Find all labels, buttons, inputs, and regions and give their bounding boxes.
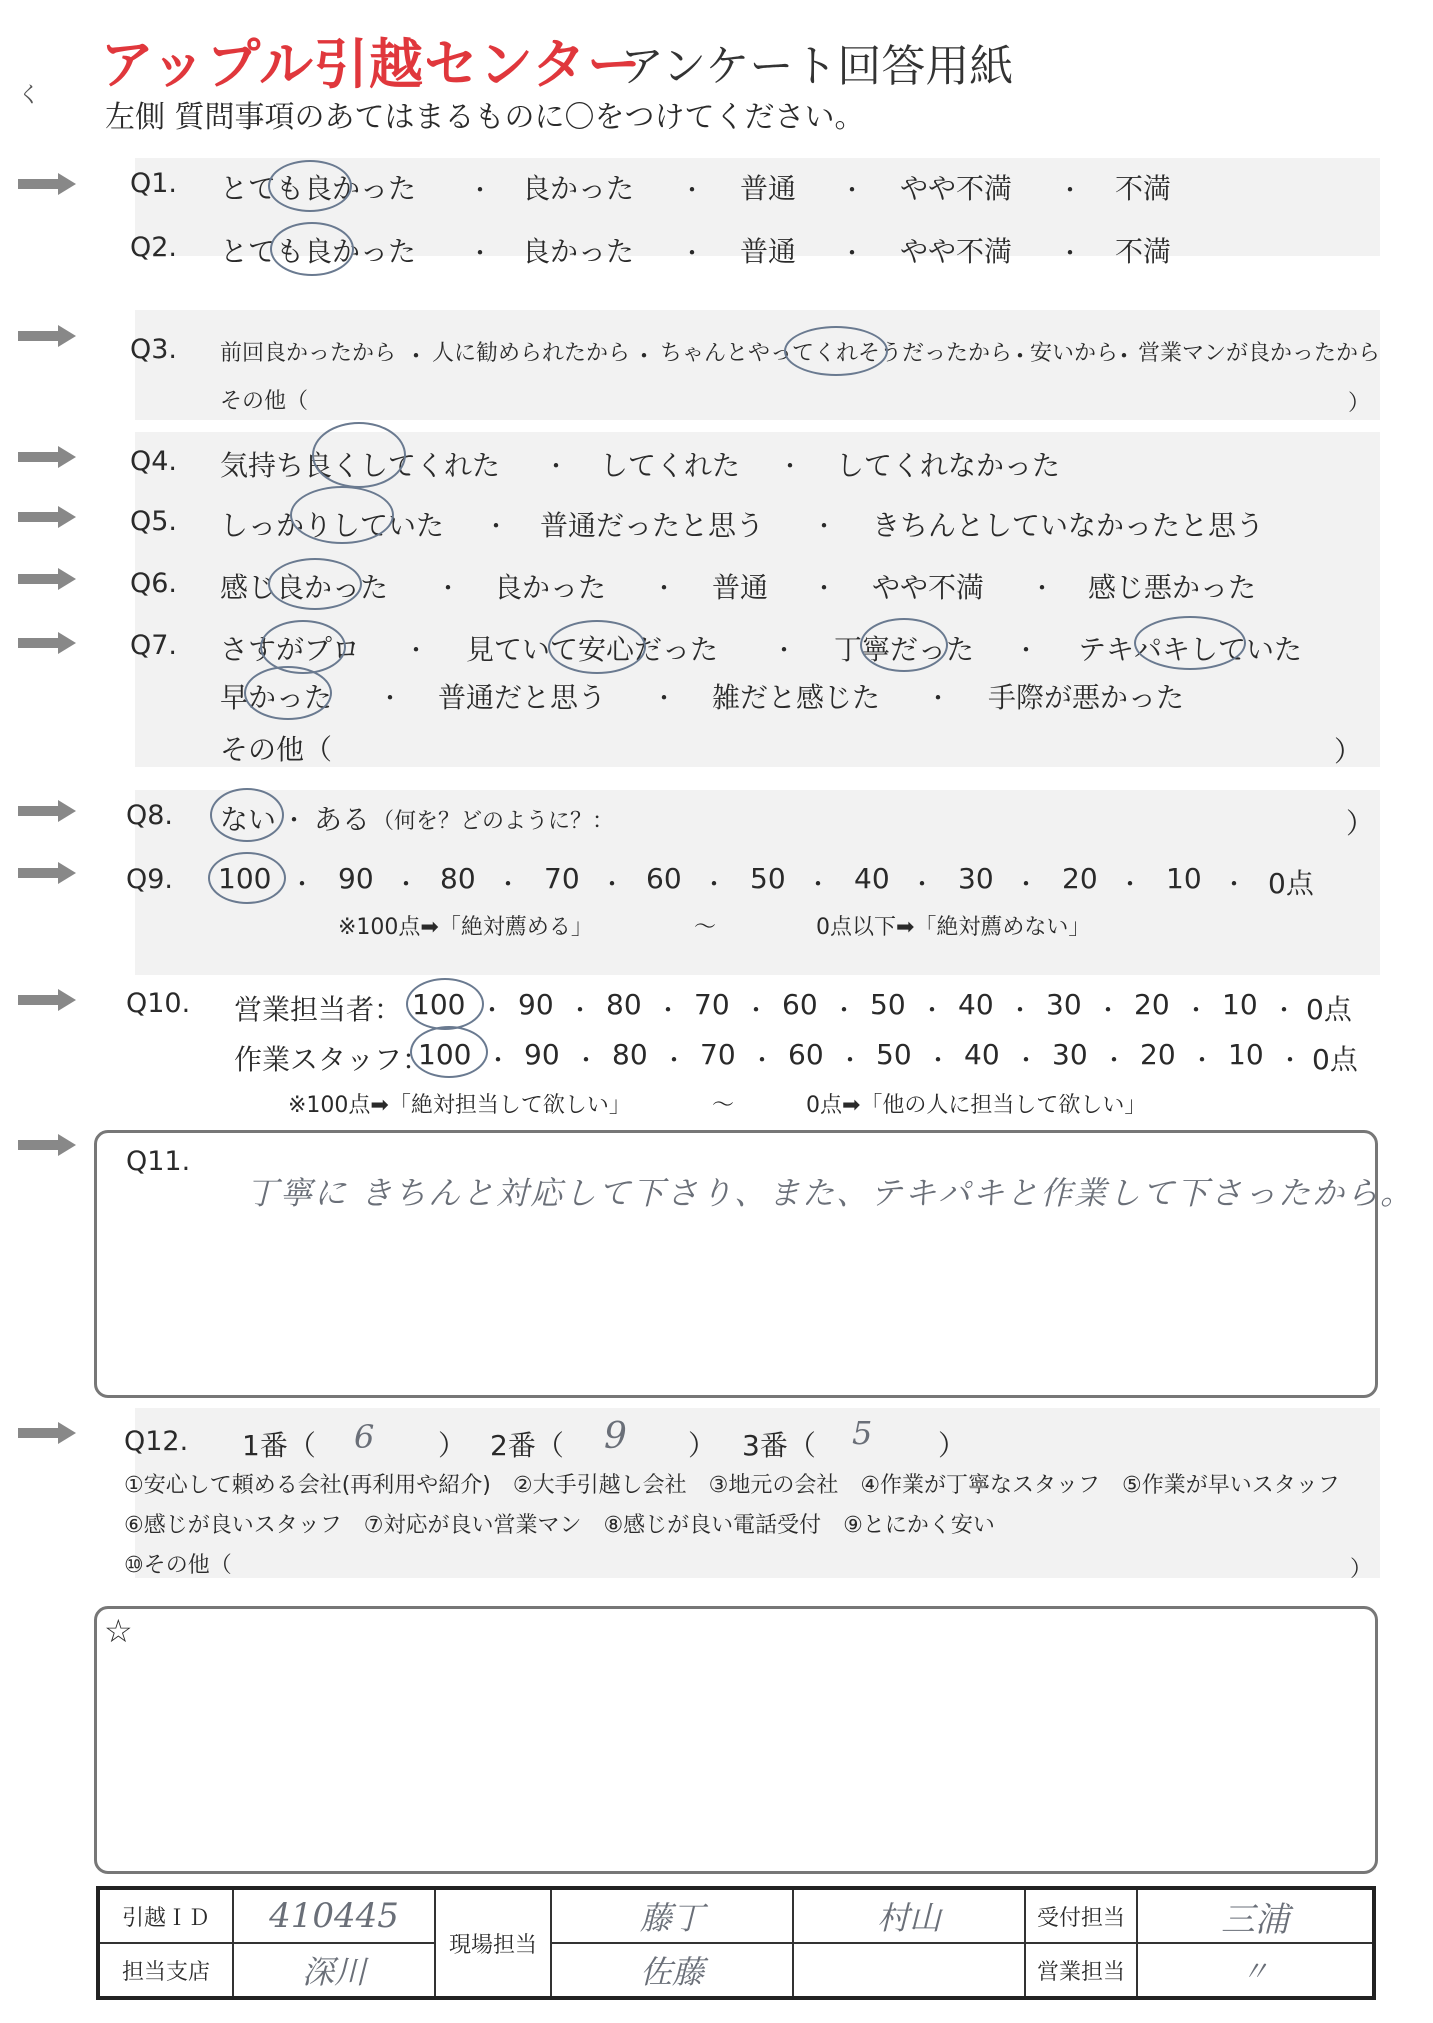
separator-dot: ・ <box>480 996 504 1024</box>
q5-option-normal[interactable]: 普通だったと思う <box>540 509 765 542</box>
comment-box[interactable] <box>94 1606 1378 1874</box>
q10-staff-score-60[interactable]: 60 <box>788 1038 824 1071</box>
separator-dot: ・ <box>1014 636 1038 664</box>
q3-option-reliable[interactable]: ちゃんとやってくれそうだったから <box>660 341 1013 366</box>
arrow-icon <box>18 325 76 347</box>
q4-label: Q4. <box>130 446 178 477</box>
staff-info-table <box>96 1886 1376 2000</box>
q2-option-very-good[interactable]: とても良かった <box>220 235 417 268</box>
separator-dot: ・ <box>1096 996 1120 1024</box>
star-icon: ☆ <box>104 1612 133 1650</box>
separator-dot: ・ <box>632 342 656 370</box>
sales-staff-label: 営業担当 <box>1025 1943 1137 1998</box>
q10-sales-label: 営業担当者： <box>234 993 403 1026</box>
q2-option-slightly-bad[interactable]: やや不満 <box>900 235 1013 268</box>
q7-other-close: ） <box>1334 735 1363 768</box>
q10-sales-score-80[interactable]: 80 <box>606 988 642 1021</box>
q5-option-not-proper[interactable]: きちんとしていなかったと思う <box>872 509 1265 542</box>
separator-dot: ・ <box>404 636 428 664</box>
q9-score-0[interactable]: 0点 <box>1268 867 1314 900</box>
separator-dot: ・ <box>1278 1046 1302 1074</box>
q10-sales-score-70[interactable]: 70 <box>694 988 730 1021</box>
q4-option-not-kind[interactable]: してくれなかった <box>836 449 1061 482</box>
q8-prompt: （何を？どのように？： <box>372 809 615 834</box>
separator-dot: ・ <box>744 996 768 1024</box>
separator-dot: ・ <box>1014 870 1038 898</box>
separator-dot: ・ <box>920 996 944 1024</box>
q7-option-pro[interactable]: さすがプロ <box>220 633 361 666</box>
separator-dot: ・ <box>1058 176 1082 204</box>
arrow-icon <box>18 800 76 822</box>
q8-close: ） <box>1346 807 1375 840</box>
q11-answer-text[interactable]: 丁寧に きちんと対応して下さり、また、テキパキと作業して下さったから。 <box>246 1174 1415 1212</box>
separator-dot: ・ <box>1118 870 1142 898</box>
q10-staff-score-0[interactable]: 0点 <box>1312 1043 1358 1076</box>
instruction-text: 左側 質問事項のあてはまるものに〇をつけてください。 <box>105 100 865 135</box>
q12-first-label: 1番（ <box>242 1429 316 1462</box>
branch-handwriting: 深川 <box>301 1953 366 1991</box>
q12-second-close: ） <box>688 1429 717 1462</box>
margin-mark: く <box>18 83 41 108</box>
site-staff-value-2[interactable] <box>551 1943 793 1998</box>
arrow-icon <box>18 173 76 195</box>
q9-score-50[interactable]: 50 <box>750 862 786 895</box>
q10-sales-score-90[interactable]: 90 <box>518 988 554 1021</box>
separator-dot: ・ <box>926 1046 950 1074</box>
q10-staff-score-10[interactable]: 10 <box>1228 1038 1264 1071</box>
q10-note-tilde: 〜 <box>712 1093 735 1118</box>
separator-dot: ・ <box>378 684 402 712</box>
q1-option-normal[interactable]: 普通 <box>740 172 797 205</box>
arrow-icon <box>18 506 76 528</box>
q10-staff-score-40[interactable]: 40 <box>964 1038 1000 1071</box>
separator-dot: ・ <box>652 574 676 602</box>
q3-option-recommended[interactable]: 人に勧められたから <box>432 341 631 366</box>
q9-score-70[interactable]: 70 <box>544 862 580 895</box>
q7-label: Q7. <box>130 630 178 661</box>
arrow-icon <box>18 568 76 590</box>
q9-score-10[interactable]: 10 <box>1166 862 1202 895</box>
separator-dot: ・ <box>832 996 856 1024</box>
q10-note-left: ※100点➡「絶対担当して欲しい」 <box>288 1093 631 1118</box>
separator-dot: ・ <box>282 806 306 834</box>
q10-sales-score-50[interactable]: 50 <box>870 988 906 1021</box>
separator-dot: ・ <box>812 512 836 540</box>
q9-label: Q9. <box>126 864 174 895</box>
separator-dot: ・ <box>468 239 492 267</box>
move-id-handwriting: 410445 <box>269 1896 399 1936</box>
reception-value[interactable] <box>1137 1888 1374 1943</box>
separator-dot: ・ <box>838 1046 862 1074</box>
q10-staff-score-50[interactable]: 50 <box>876 1038 912 1071</box>
arrow-icon <box>18 1422 76 1444</box>
q10-sales-score-60[interactable]: 60 <box>782 988 818 1021</box>
q12-third-value[interactable]: 5 <box>852 1414 873 1452</box>
q10-note-right: 0点➡「他の人に担当して欲しい」 <box>806 1093 1147 1118</box>
q12-third-label: 3番（ <box>742 1429 816 1462</box>
q2-option-bad[interactable]: 不満 <box>1115 235 1172 268</box>
separator-dot: ・ <box>394 870 418 898</box>
separator-dot: ・ <box>484 512 508 540</box>
separator-dot: ・ <box>926 684 950 712</box>
q1-option-bad[interactable]: 不満 <box>1115 172 1172 205</box>
separator-dot: ・ <box>1222 870 1246 898</box>
q7-option-polite[interactable]: 丁寧だった <box>834 633 975 666</box>
q9-note-tilde: 〜 <box>694 915 717 940</box>
separator-dot: ・ <box>662 1046 686 1074</box>
separator-dot: ・ <box>574 1046 598 1074</box>
separator-dot: ・ <box>1014 1046 1038 1074</box>
q9-score-100[interactable]: 100 <box>218 862 272 895</box>
q10-staff-label: 作業スタッフ： <box>234 1043 431 1076</box>
q10-staff-score-100[interactable]: 100 <box>418 1038 472 1071</box>
q6-label: Q6. <box>130 568 178 599</box>
separator-dot: ・ <box>840 176 864 204</box>
q9-score-40[interactable]: 40 <box>854 862 890 895</box>
arrow-icon <box>18 862 76 884</box>
q7-option-fast[interactable]: 早かった <box>220 681 333 714</box>
separator-dot: ・ <box>468 176 492 204</box>
q10-sales-score-100[interactable]: 100 <box>412 988 466 1021</box>
q12-second-label: 2番（ <box>490 1429 564 1462</box>
q1-option-good[interactable]: 良かった <box>522 172 635 205</box>
q10-sales-score-20[interactable]: 20 <box>1134 988 1170 1021</box>
separator-dot: ・ <box>1112 342 1136 370</box>
q8-option-yes[interactable]: ある <box>314 803 371 836</box>
q10-sales-score-10[interactable]: 10 <box>1222 988 1258 1021</box>
q10-staff-score-70[interactable]: 70 <box>700 1038 736 1071</box>
brand-title: アップル引越センター <box>100 33 642 96</box>
q1-label: Q1. <box>130 168 178 199</box>
q9-score-80[interactable]: 80 <box>440 862 476 895</box>
separator-dot: ・ <box>812 574 836 602</box>
q5-option-solid[interactable]: しっかりしていた <box>220 509 445 542</box>
q8-option-no[interactable]: ない <box>220 803 277 836</box>
site-staff-value-1[interactable] <box>551 1888 793 1943</box>
sales-staff-handwriting: 〃 <box>1240 1955 1269 1988</box>
q12-choices-line1: ①安心して頼める会社(再利用や紹介) ②大手引越し会社 ③地元の会社 ④作業が丁寧なスタッフ ⑤作業が早いスタッフ <box>124 1473 1340 1498</box>
q9-score-20[interactable]: 20 <box>1062 862 1098 895</box>
separator-dot: ・ <box>1102 1046 1126 1074</box>
q2-option-good[interactable]: 良かった <box>522 235 635 268</box>
separator-dot: ・ <box>806 870 830 898</box>
arrow-icon <box>18 632 76 654</box>
separator-dot: ・ <box>404 342 428 370</box>
q2-option-normal[interactable]: 普通 <box>740 235 797 268</box>
separator-dot: ・ <box>656 996 680 1024</box>
reception-handwriting: 三浦 <box>1221 1899 1289 1940</box>
q10-staff-score-90[interactable]: 90 <box>524 1038 560 1071</box>
q10-staff-score-20[interactable]: 20 <box>1140 1038 1176 1071</box>
q10-staff-score-30[interactable]: 30 <box>1052 1038 1088 1071</box>
q6-option-slightly-bad[interactable]: やや不満 <box>872 571 985 604</box>
arrow-icon <box>18 989 76 1011</box>
separator-dot: ・ <box>750 1046 774 1074</box>
branch-label: 担当支店 <box>98 1943 233 1998</box>
separator-dot: ・ <box>1272 996 1296 1024</box>
separator-dot: ・ <box>436 574 460 602</box>
separator-dot: ・ <box>778 452 802 480</box>
separator-dot: ・ <box>568 996 592 1024</box>
q12-third-close: ） <box>938 1429 967 1462</box>
q5-label: Q5. <box>130 506 178 537</box>
q12-label: Q12. <box>124 1426 189 1457</box>
q10-sales-score-30[interactable]: 30 <box>1046 988 1082 1021</box>
site-staff-handwriting-3: 村山 <box>876 1899 941 1937</box>
q6-option-good[interactable]: 良かった <box>494 571 607 604</box>
q3-other-close: ） <box>1348 391 1371 416</box>
q10-staff-score-80[interactable]: 80 <box>612 1038 648 1071</box>
q3-other[interactable]: その他（ <box>220 389 309 414</box>
separator-dot: ・ <box>1184 996 1208 1024</box>
q9-score-60[interactable]: 60 <box>646 862 682 895</box>
q12-first-value[interactable]: 6 <box>354 1418 375 1456</box>
site-staff-label: 現場担当 <box>435 1888 551 1998</box>
site-staff-handwriting-1: 藤丁 <box>639 1899 704 1937</box>
q7-option-sloppy[interactable]: 雑だと感じた <box>712 681 881 714</box>
q7-option-clumsy[interactable]: 手際が悪かった <box>988 681 1185 714</box>
q9-score-30[interactable]: 30 <box>958 862 994 895</box>
q2-label: Q2. <box>130 232 178 263</box>
separator-dot: ・ <box>544 452 568 480</box>
q1-option-very-good[interactable]: とても良かった <box>220 172 417 205</box>
q12-choices-line2: ⑥感じが良いスタッフ ⑦対応が良い営業マン ⑧感じが良い電話受付 ⑨とにかく安い <box>124 1513 995 1538</box>
q8-label: Q8. <box>126 800 174 831</box>
q6-option-unpleasant[interactable]: 感じ悪かった <box>1088 571 1257 604</box>
separator-dot: ・ <box>1058 239 1082 267</box>
q1-option-slightly-bad[interactable]: やや不満 <box>900 172 1013 205</box>
q9-note-left: ※100点➡「絶対薦める」 <box>338 915 593 940</box>
q3-label: Q3. <box>130 334 178 365</box>
q10-sales-score-0[interactable]: 0点 <box>1306 993 1352 1026</box>
separator-dot: ・ <box>496 870 520 898</box>
move-id-label: 引越ＩＤ <box>98 1888 233 1943</box>
q7-option-efficient[interactable]: テキパキしていた <box>1078 633 1303 666</box>
q9-score-90[interactable]: 90 <box>338 862 374 895</box>
q11-label: Q11. <box>126 1146 191 1177</box>
q9-note-right: 0点以下➡「絶対薦めない」 <box>816 915 1091 940</box>
separator-dot: ・ <box>652 684 676 712</box>
move-id-value[interactable] <box>233 1888 435 1943</box>
site-staff-handwriting-2: 佐藤 <box>639 1953 704 1991</box>
separator-dot: ・ <box>1030 574 1054 602</box>
q3-option-salesman[interactable]: 営業マンが良かったから <box>1138 341 1381 366</box>
separator-dot: ・ <box>1008 996 1032 1024</box>
q4-option-kind[interactable]: してくれた <box>600 449 741 482</box>
q12-second-value[interactable]: 9 <box>604 1416 627 1457</box>
form-title: アンケート回答用紙 <box>620 41 1014 92</box>
separator-dot: ・ <box>702 870 726 898</box>
q12-first-close: ） <box>438 1429 467 1462</box>
separator-dot: ・ <box>600 870 624 898</box>
separator-dot: ・ <box>1190 1046 1214 1074</box>
separator-dot: ・ <box>772 636 796 664</box>
q7-option-normal[interactable]: 普通だと思う <box>438 681 607 714</box>
separator-dot: ・ <box>290 870 314 898</box>
site-staff-value-3[interactable] <box>793 1888 1025 1943</box>
separator-dot: ・ <box>910 870 934 898</box>
q6-option-pleasant[interactable]: 感じ良かった <box>220 571 389 604</box>
branch-value[interactable] <box>233 1943 435 1998</box>
q12-other-close: ） <box>1350 1557 1373 1582</box>
sales-staff-value[interactable] <box>1137 1943 1374 1998</box>
q10-sales-score-40[interactable]: 40 <box>958 988 994 1021</box>
separator-dot: ・ <box>840 239 864 267</box>
q6-option-normal[interactable]: 普通 <box>712 571 769 604</box>
separator-dot: ・ <box>680 239 704 267</box>
reception-label: 受付担当 <box>1025 1888 1137 1943</box>
separator-dot: ・ <box>680 176 704 204</box>
arrow-icon <box>18 446 76 468</box>
q12-choices-line3: ⑩その他（ <box>124 1553 232 1578</box>
arrow-icon <box>18 1134 76 1156</box>
separator-dot: ・ <box>1008 342 1032 370</box>
q3-option-previous[interactable]: 前回良かったから <box>220 341 397 366</box>
q3-option-cheap[interactable]: 安いから <box>1030 341 1119 366</box>
site-staff-empty-cell[interactable] <box>793 1943 1025 1998</box>
q10-label: Q10. <box>126 988 191 1019</box>
q7-option-reassuring[interactable]: 見ていて安心だった <box>466 633 719 666</box>
q7-other[interactable]: その他（ <box>220 733 333 766</box>
separator-dot: ・ <box>486 1046 510 1074</box>
q4-option-very-kind[interactable]: 気持ち良くしてくれた <box>220 449 501 482</box>
